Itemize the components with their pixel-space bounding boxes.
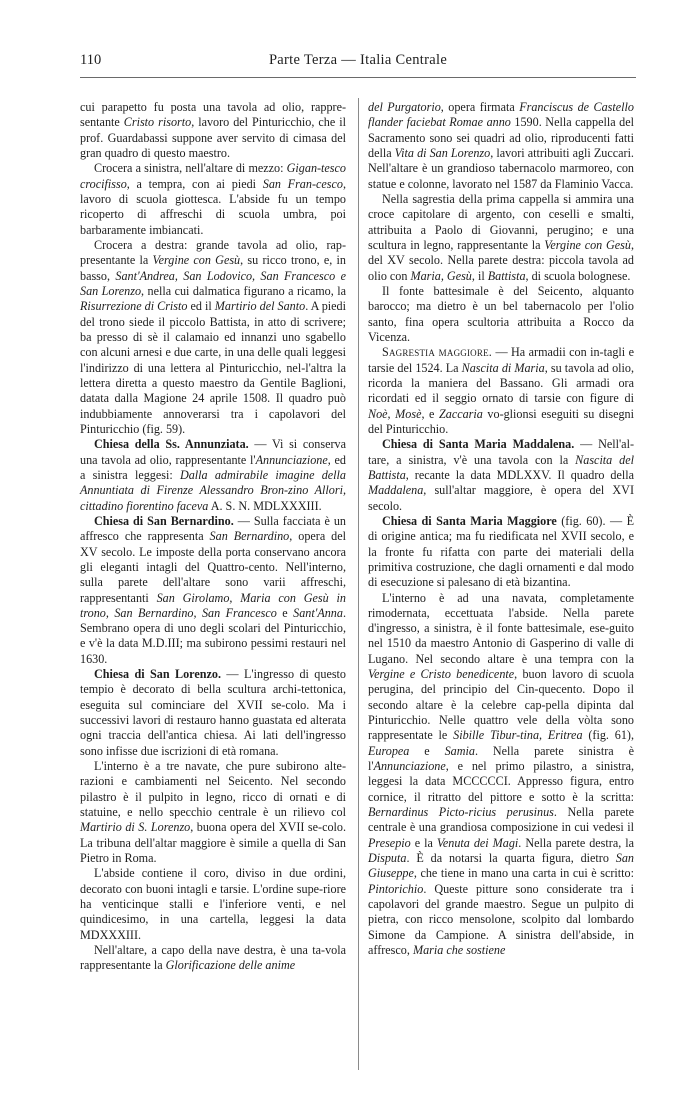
paragraph — [368, 437, 634, 514]
text-run: , del XV secolo. Nella parete destra: piccola tavola ad olio con — [368, 237, 635, 283]
italic-title: Martirio del Santo — [214, 299, 306, 314]
text-run: ed il — [187, 299, 215, 314]
text-run: , opera firmata — [440, 100, 520, 114]
italic-title: Annunciazione — [373, 759, 446, 774]
paragraph — [368, 345, 634, 437]
text-run: A. S. N. MDLXXXIII. — [208, 498, 322, 513]
text-run: e — [409, 743, 445, 758]
text-run: . A piedi del trono siede il piccolo Battista, in atto di scrivere; ba presso di sè il calamaio ed innanzi uno sgabello con alcuni arnesi e due carte, in una delle quali leggesi l'indirizzo di una lettera al Pinturicchio, nel-l'altra la lettera diretta a questo maestro da Gentile Baglioni, datata dalla Magione 24 aprile 1508. Il quadro può indubbiamente annoverarsi tra i capolavori del Pinturicchio (fig. 59). — [80, 299, 346, 436]
page-number: 110 — [80, 52, 102, 68]
right-column — [368, 100, 634, 958]
column-divider — [358, 98, 359, 1070]
italic-title: Maddalena — [368, 483, 424, 498]
italic-title: Pintorichio — [368, 881, 424, 896]
italic-title: Nascita del Battista — [368, 452, 634, 482]
text-run: , lavori attribuiti agli Zuccari. Nell'altare è un grandioso tabernacolo marmoreo, con statue e colonne, lavorato nel 1587 da Flaminio Vacca. — [368, 145, 634, 191]
running-title: Parte Terza — Italia Centrale — [268, 52, 448, 68]
text-run: , lavoro di scuola giottesca. L'abside fu un tempo ricoperto di affreschi di scuola umbra, poi barbaramente imbiancati. — [80, 176, 346, 237]
italic-title: Dalla admirabile imagine della Annuntiata di Firenze Alessandro Bron-zino Allori, cittadino fiorentino faceva — [80, 467, 346, 513]
text-run: , ed a sinistra leggesi: — [80, 452, 346, 482]
text-run: (fig. 61), — [582, 728, 634, 743]
text-run: , su tavola ad olio, ricorda la maniera del Bassano. Gli armadi ora ricordati ed il seggio ornato di tarsie con figure di — [368, 360, 634, 406]
text-run: , il — [471, 268, 488, 283]
section-heading: Sagrestia maggiore. — [382, 345, 493, 360]
text-run: (fig. 60). — È di origine antica; ma fu riedificata nel XVII secolo, e la fronte fu rifatta con parte dei materiali della primitiva costruzione, che dagli ornamenti e dal modo di esecuzione si palesano di età bizantina. — [368, 513, 635, 590]
text-run: , di scuola bolognese. — [525, 268, 631, 283]
section-heading: Chiesa della Ss. Annunziata. — [94, 437, 249, 452]
text-run: 1590. Nella cappella del Sacramento sono sei quadri ad olio, riproducenti fatti della — [368, 115, 634, 160]
text-run: . Sembrano opera di uno degli scolari del Pinturicchio, e v'è la data M.D.III; ma subirono pessimi restauri nel 1630. — [80, 605, 346, 666]
text-run: . È da notarsi la quarta figura, dietro — [406, 851, 616, 866]
text-run: L'interno è a tre navate, che pure subirono alte-razioni e cambiamenti nel Seicento. Nel secondo pilastro è il pulpito in legno, ricco di ornati e di statuine, e nello specchio centrale è un rilievo col — [80, 759, 346, 820]
italic-title: Bernardinus Picto-ricius perusinus — [368, 805, 554, 820]
italic-title: Battista — [487, 268, 526, 283]
text-run: , sull'altar maggiore, è opera del XVI secolo. — [368, 483, 634, 513]
text-run: Crocera a sinistra, nell'altare di mezzo: — [94, 161, 287, 176]
italic-title: San Giuseppe — [368, 851, 634, 881]
paragraph — [80, 667, 346, 759]
italic-title: Sibille Tibur-tina, Eritrea — [453, 728, 583, 743]
italic-title: Cristo risorto — [123, 115, 192, 130]
text-run: e — [276, 605, 294, 620]
paragraph — [368, 192, 634, 284]
text-run: e la — [410, 835, 437, 850]
paragraph — [368, 284, 634, 345]
italic-title: Vita di San Lorenzo — [394, 145, 491, 160]
text-run: . Nella parete centrale è una grandiosa composizione in cui vedesi il — [368, 805, 634, 835]
header-rule — [80, 77, 636, 78]
text-run: . Nella parete destra, la — [518, 835, 634, 850]
italic-title: Maria, Gesù — [410, 268, 472, 283]
paragraph — [80, 100, 346, 161]
text-run: L'abside contiene il coro, diviso in due ordini, decorato con buoni intagli e tarsie. L'ordine supe-riore ha venticinque stalli e l'inferiore venti, e nel quindicesimo, in una cartella, leggesi la data MDXXXIII. — [80, 866, 346, 942]
paragraph — [80, 866, 346, 943]
italic-title: del Purgatorio — [368, 100, 441, 114]
left-column — [80, 100, 346, 974]
text-run: , nella cui dalmatica figurano a ricamo, la — [141, 283, 346, 298]
paragraph — [80, 514, 346, 667]
text-run: — Vi si conserva una tavola ad olio, rappresentante l' — [80, 437, 346, 467]
paragraph — [80, 759, 346, 866]
italic-title: Sant'Andrea, San Lodovico, San Francesco e San Lorenzo — [80, 268, 346, 298]
text-run: , opera del XV secolo. Le imposte della porta conservano ancora gli eleganti intagli del Quattro-cento. Nell'interno, sulla parete dell'altare sono varii affreschi, rappresentanti — [80, 529, 346, 605]
paragraph — [80, 943, 346, 974]
section-heading: Chiesa di Santa Maria Maggiore — [382, 513, 557, 528]
italic-title: San Fran-cesco — [262, 176, 343, 191]
text-run: Nella sagrestia della prima cappella si ammira una croce capitolare di argento, con ceselli e smalti, attribuita a Paolo di Giovanni, perugino; e una scultura in legno, rappresentante la — [368, 191, 634, 252]
paragraph — [80, 437, 346, 514]
text-run: — Nell'al-tare, a sinistra, v'è una tavola con la — [368, 437, 634, 467]
page-header — [80, 52, 636, 74]
text-run: , lavoro del Pinturicchio, che il prof. Guardabassi suppone aver servito di cimasa del gran quadro di questo maestro. — [80, 115, 346, 160]
italic-title: Annunciazione — [255, 452, 328, 467]
section-heading: Chiesa di San Bernardino. — [94, 513, 234, 528]
text-run: Crocera a destra: grande tavola ad olio, rap-presentante la — [80, 237, 346, 268]
italic-title: Martirio di S. Lorenzo — [80, 820, 191, 835]
italic-title: Presepio — [368, 835, 411, 850]
italic-title: Glorificazione delle anime — [165, 958, 296, 973]
section-heading: Chiesa di San Lorenzo. — [94, 667, 221, 682]
italic-title: San Bernardino — [209, 529, 290, 544]
italic-title: Disputa — [368, 851, 407, 866]
italic-title: Nascita di Maria — [461, 360, 545, 375]
italic-title: Vergine con Gesù — [544, 237, 631, 252]
italic-title: Venuta dei Magi — [436, 835, 519, 850]
italic-title: Sant'Anna — [293, 605, 343, 620]
italic-title: Gigan-tesco crocifisso — [80, 161, 346, 191]
text-run: vo-glionsi eseguiti su disegni del Pinturicchio. — [368, 406, 634, 436]
text-run: , su ricco trono, e, in basso, — [80, 253, 346, 283]
paragraph — [368, 591, 634, 959]
text-run: L'interno è ad una navata, completamente rimodernata, eccettuata l'abside. Nella parete d'ingresso, a sinistra, è il fonte battesimale, ese-guito nel 1510 da maestro Antonio di Gasperino di valle di Lugano. Nel secondo altare è una tempra con la — [368, 590, 634, 666]
italic-title: Vergine con Gesù — [152, 253, 241, 268]
text-run: cui parapetto fu posta una tavola ad olio, rappre-sentante — [80, 100, 346, 130]
text-run: — L'ingresso di questo tempio è decorato di bella scultura archi-tettonica, eseguita sul cominciare del XVII se-colo. Ma i successivi lavori di restauro hanno guastata ed alterata ogni traccia dell'antica chiesa. Ai lati dell'ingresso sono infisse due iscrizioni di età romana. — [80, 667, 346, 758]
italic-title: Samia — [444, 743, 475, 758]
text-run: , e — [421, 406, 440, 421]
text-run: — Ha armadii con in-tagli e tarsie del 1524. La — [368, 345, 634, 375]
italic-title: Risurrezione di Cristo — [80, 299, 188, 314]
text-run: . Nella parete sinistra è l' — [368, 743, 634, 774]
italic-title: Vergine e Cristo benedicente — [368, 667, 515, 682]
paragraph — [368, 100, 634, 192]
text-run: — Sulla facciata è un affresco che rappresenta — [80, 513, 346, 544]
text-run: Il fonte battesimale è del Seicento, alquanto barocco; ma dietro è un bel tabernacolo per l'olio santo, fina opera scultoria attribuita a Rocco da Vicenza. — [368, 283, 634, 344]
paragraph — [80, 161, 346, 238]
section-heading: Chiesa di Santa Maria Maddalena. — [382, 437, 575, 452]
paragraph — [368, 514, 634, 591]
text-run: , recante la data MDLXXV. Il quadro della — [405, 467, 634, 482]
italic-title: Zaccaria — [439, 406, 483, 421]
paragraph — [80, 238, 346, 437]
text-run: , e nel primo pilastro, a sinistra, leggesi la data MCCCCCI. Appresso figura, entro cornice, il ritratto del pittore e sotto è la scritta: — [368, 759, 634, 804]
italic-title: Europea — [368, 743, 410, 758]
text-run: , buona opera del XVII se-colo. La tribuna dell'altar maggiore è simile a quella di San Pietro in Roma. — [80, 820, 347, 866]
text-run: . Queste pitture sono considerate tra i capolavori del grande maestro. Segue un pulpito di pietra, con ricco mensolone, scolpito dal lombardo Simone da Campione. A sinistra dell'abside, in affresco, — [368, 881, 634, 958]
text-run: Nell'altare, a capo della nave destra, è una ta-vola rappresentante la — [80, 943, 346, 973]
text-run: , a tempra, con ai piedi — [126, 176, 263, 191]
text-run: , buon lavoro di scuola perugina, del principio del Cin-quecento. Dopo il secondo altare è la celebre cap-pella dipinta dal Pinturicchio. Nelle quattro vele della vòlta sono rappresentate le — [368, 667, 634, 743]
italic-title: Noè, Mosè — [368, 406, 422, 421]
text-run: , che tiene in mano una carta in cui è scritto: — [413, 866, 634, 881]
italic-title: Franciscus de Castello flander faciebat Romae anno — [368, 100, 634, 130]
italic-title: San Girolamo, Maria con Gesù in trono, San Bernardino, San Francesco — [80, 590, 346, 620]
italic-title: Maria che sostiene — [412, 943, 506, 958]
